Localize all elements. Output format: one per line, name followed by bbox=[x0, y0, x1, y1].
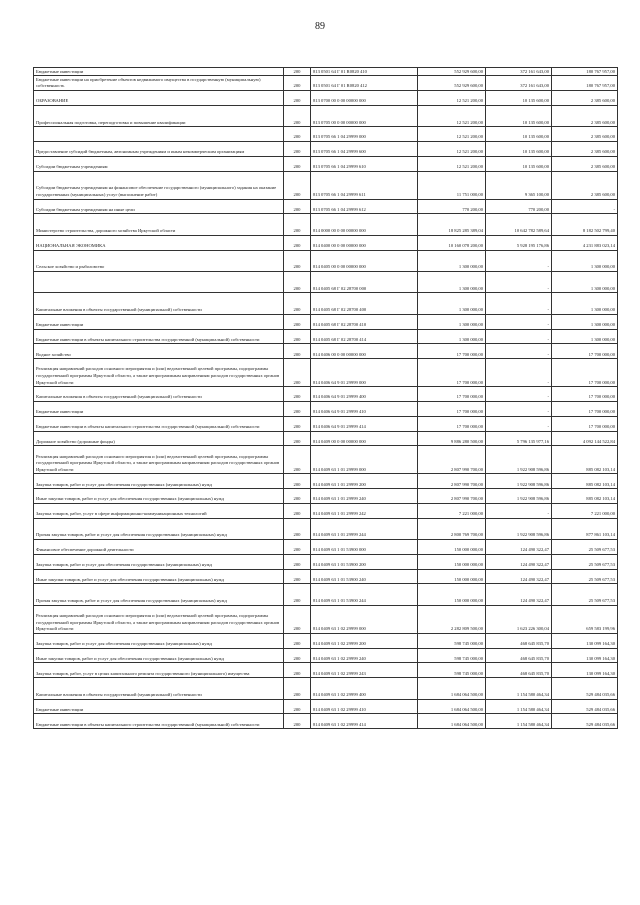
row-name-cell: Бюджетные инвестиции bbox=[34, 68, 284, 76]
row-name-cell: Министерство строительства, дорожного хозяйства Иркутской области bbox=[34, 214, 284, 235]
row-group-cell: 200 bbox=[284, 199, 311, 214]
row-executed-cell: - bbox=[486, 293, 552, 314]
row-group-cell: 200 bbox=[284, 503, 311, 518]
row-remaining-cell: 130 099 164,30 bbox=[552, 663, 618, 678]
row-code-cell: 814 0409 63 1 02 29999 240 bbox=[311, 648, 418, 663]
row-code-cell: 814 0409 63 1 01 29999 200 bbox=[311, 474, 418, 489]
row-executed-cell: 1 922 908 596,86 bbox=[486, 474, 552, 489]
row-approved-cell: 2 807 990 700,00 bbox=[418, 474, 486, 489]
row-approved-cell: 598 745 000,00 bbox=[418, 648, 486, 663]
row-code-cell: 814 0000 00 0 00 00000 000 bbox=[311, 214, 418, 235]
row-remaining-cell: - bbox=[552, 199, 618, 214]
row-approved-cell: 18 825 285 389,04 bbox=[418, 214, 486, 235]
row-group-cell: 200 bbox=[284, 141, 311, 156]
row-approved-cell: 1 684 064 500,00 bbox=[418, 678, 486, 699]
row-executed-cell: 124 490 322,47 bbox=[486, 554, 552, 569]
row-group-cell: 200 bbox=[284, 314, 311, 329]
row-group-cell: 200 bbox=[284, 293, 311, 314]
row-executed-cell: 1 922 908 596,86 bbox=[486, 446, 552, 474]
row-remaining-cell: 8 182 502 799,40 bbox=[552, 214, 618, 235]
row-name-cell: Иные закупки товаров, работ и услуг для обеспечения государственных (муниципальных) нужд bbox=[34, 648, 284, 663]
row-code-cell: 814 0409 63 1 01 29999 000 bbox=[311, 446, 418, 474]
row-executed-cell: 124 490 322,47 bbox=[486, 540, 552, 555]
row-name-cell: ОБРАЗОВАНИЕ bbox=[34, 90, 284, 105]
row-remaining-cell: 529 484 035,66 bbox=[552, 714, 618, 729]
row-remaining-cell: 1 300 000,00 bbox=[552, 250, 618, 271]
row-approved-cell: 150 000 000,00 bbox=[418, 584, 486, 605]
row-group-cell: 200 bbox=[284, 540, 311, 555]
row-code-cell: 814 0409 63 1 02 29999 000 bbox=[311, 605, 418, 633]
table-row bbox=[34, 344, 618, 359]
row-remaining-cell: 17 700 000,00 bbox=[552, 359, 618, 387]
table-row bbox=[34, 127, 618, 142]
row-remaining-cell: 659 583 199,96 bbox=[552, 605, 618, 633]
row-code-cell: 813 0705 66 1 04 29999 000 bbox=[311, 127, 418, 142]
row-name-cell bbox=[34, 271, 284, 292]
row-code-cell: 813 0700 00 0 00 00000 000 bbox=[311, 90, 418, 105]
row-executed-cell: - bbox=[486, 416, 552, 431]
row-code-cell: 813 0705 66 1 04 29999 611 bbox=[311, 171, 418, 199]
row-group-cell: 200 bbox=[284, 105, 311, 126]
row-approved-cell: 12 521 200,00 bbox=[418, 141, 486, 156]
row-group-cell: 200 bbox=[284, 554, 311, 569]
row-remaining-cell: 1 300 000,00 bbox=[552, 329, 618, 344]
row-approved-cell: 150 000 000,00 bbox=[418, 569, 486, 584]
row-approved-cell: 12 521 200,00 bbox=[418, 90, 486, 105]
row-approved-cell: 17 700 000,00 bbox=[418, 344, 486, 359]
row-executed-cell: - bbox=[486, 329, 552, 344]
row-approved-cell: 598 745 000,00 bbox=[418, 633, 486, 648]
table-row bbox=[34, 199, 618, 214]
row-group-cell: 200 bbox=[284, 171, 311, 199]
row-remaining-cell: 130 099 164,30 bbox=[552, 633, 618, 648]
row-code-cell: 813 0705 66 1 04 29999 610 bbox=[311, 156, 418, 171]
row-name-cell: Бюджетные инвестиции bbox=[34, 314, 284, 329]
row-group-cell: 200 bbox=[284, 271, 311, 292]
row-approved-cell: 2 807 990 700,00 bbox=[418, 446, 486, 474]
row-group-cell: 200 bbox=[284, 68, 311, 76]
table-row bbox=[34, 605, 618, 633]
row-code-cell: 813 0501 64 Г 01 R0820 412 bbox=[311, 76, 418, 91]
row-approved-cell: 1 684 064 500,00 bbox=[418, 699, 486, 714]
row-remaining-cell: 4 231 883 023,14 bbox=[552, 235, 618, 250]
row-executed-cell: 372 161 643,00 bbox=[486, 76, 552, 91]
table-row bbox=[34, 105, 618, 126]
row-executed-cell: - bbox=[486, 250, 552, 271]
row-name-cell: Предоставление субсидий бюджетным, автономным учреждениям и иным некоммерческим организациям bbox=[34, 141, 284, 156]
row-code-cell: 814 0409 63 1 01 53900 244 bbox=[311, 584, 418, 605]
table-row bbox=[34, 569, 618, 584]
row-name-cell: Сельское хозяйство и рыболовство bbox=[34, 250, 284, 271]
table-row bbox=[34, 503, 618, 518]
table-row bbox=[34, 293, 618, 314]
row-group-cell: 200 bbox=[284, 678, 311, 699]
row-group-cell: 200 bbox=[284, 344, 311, 359]
table-row bbox=[34, 401, 618, 416]
table-row bbox=[34, 663, 618, 678]
row-group-cell: 200 bbox=[284, 127, 311, 142]
row-executed-cell: - bbox=[486, 387, 552, 402]
row-name-cell: Закупка товаров, работ, услуг в целях капитального ремонта государственного (муниципального) имущества bbox=[34, 663, 284, 678]
row-remaining-cell: 180 767 957,00 bbox=[552, 68, 618, 76]
table-row bbox=[34, 648, 618, 663]
row-group-cell: 200 bbox=[284, 489, 311, 504]
row-group-cell: 200 bbox=[284, 605, 311, 633]
row-approved-cell: 12 521 200,00 bbox=[418, 105, 486, 126]
table-row bbox=[34, 250, 618, 271]
row-name-cell: Закупка товаров, работ, услуг в сфере информационно-коммуникационных технологий bbox=[34, 503, 284, 518]
row-name-cell: Капитальные вложения в объекты государственной (муниципальной) собственности bbox=[34, 678, 284, 699]
row-approved-cell: 150 000 000,00 bbox=[418, 554, 486, 569]
row-group-cell: 200 bbox=[284, 329, 311, 344]
row-code-cell: 814 0406 64 9 01 29999 414 bbox=[311, 416, 418, 431]
row-name-cell: НАЦИОНАЛЬНАЯ ЭКОНОМИКА bbox=[34, 235, 284, 250]
row-name-cell: Бюджетные инвестиции в объекты капитального строительства государственной (муниципальной) собственности bbox=[34, 329, 284, 344]
row-group-cell: 200 bbox=[284, 156, 311, 171]
table-row bbox=[34, 329, 618, 344]
row-executed-cell: 124 490 322,47 bbox=[486, 584, 552, 605]
table-row bbox=[34, 474, 618, 489]
row-executed-cell: 10 135 600,00 bbox=[486, 141, 552, 156]
table-row bbox=[34, 540, 618, 555]
row-executed-cell: 1 623 226 300,04 bbox=[486, 605, 552, 633]
row-executed-cell: 9 365 100,00 bbox=[486, 171, 552, 199]
table-row bbox=[34, 714, 618, 729]
row-approved-cell: 770 200,00 bbox=[418, 199, 486, 214]
row-code-cell: 814 0409 63 1 01 53900 000 bbox=[311, 540, 418, 555]
row-remaining-cell: 17 700 000,00 bbox=[552, 344, 618, 359]
row-name-cell: Субсидии бюджетным учреждениям на иные цели bbox=[34, 199, 284, 214]
row-approved-cell: 598 745 000,00 bbox=[418, 663, 486, 678]
row-group-cell: 200 bbox=[284, 250, 311, 271]
budget-table bbox=[33, 67, 618, 729]
row-name-cell: Реализация направлений расходов основного мероприятия и (или) ведомственной целевой программы, подпрограммы государственной программы Иркутской области, а также непрограммным направлениям расходов государственных органов Иркутской области bbox=[34, 446, 284, 474]
table-row bbox=[34, 678, 618, 699]
table-row bbox=[34, 68, 618, 76]
table-row bbox=[34, 235, 618, 250]
row-remaining-cell: 17 700 000,00 bbox=[552, 387, 618, 402]
table-row bbox=[34, 90, 618, 105]
table-row bbox=[34, 416, 618, 431]
row-code-cell: 814 0409 63 1 01 29999 242 bbox=[311, 503, 418, 518]
table-row bbox=[34, 271, 618, 292]
row-name-cell: Финансовое обеспечение дорожной деятельности bbox=[34, 540, 284, 555]
row-group-cell: 200 bbox=[284, 90, 311, 105]
row-name-cell: Профессиональная подготовка, переподготовка и повышение квалификации bbox=[34, 105, 284, 126]
row-name-cell: Капитальные вложения в объекты государственной (муниципальной) собственности bbox=[34, 293, 284, 314]
row-code-cell: 814 0405 68 Г 02 28700 400 bbox=[311, 293, 418, 314]
row-executed-cell: 10 135 600,00 bbox=[486, 105, 552, 126]
row-group-cell: 200 bbox=[284, 648, 311, 663]
row-code-cell: 814 0406 00 0 00 00000 000 bbox=[311, 344, 418, 359]
row-group-cell: 200 bbox=[284, 518, 311, 539]
row-group-cell: 200 bbox=[284, 569, 311, 584]
row-name-cell: Закупка товаров, работ и услуг для обеспечения государственных (муниципальных) нужд bbox=[34, 633, 284, 648]
row-executed-cell: 1 154 580 464,34 bbox=[486, 699, 552, 714]
row-name-cell: Иные закупки товаров, работ и услуг для обеспечения государственных (муниципальных) нужд bbox=[34, 489, 284, 504]
row-remaining-cell: 1 300 000,00 bbox=[552, 314, 618, 329]
row-name-cell: Водное хозяйство bbox=[34, 344, 284, 359]
row-approved-cell: 2 800 769 700,00 bbox=[418, 518, 486, 539]
row-code-cell: 814 0405 68 Г 02 28700 410 bbox=[311, 314, 418, 329]
row-executed-cell: 10 135 600,00 bbox=[486, 156, 552, 171]
row-executed-cell: - bbox=[486, 314, 552, 329]
row-remaining-cell: 2 385 600,00 bbox=[552, 90, 618, 105]
row-name-cell: Бюджетные инвестиции в объекты капитального строительства государственной (муниципальной) собственности bbox=[34, 714, 284, 729]
row-remaining-cell: 4 092 144 522,84 bbox=[552, 431, 618, 446]
row-name-cell: Бюджетные инвестиции bbox=[34, 699, 284, 714]
row-remaining-cell: 885 082 103,14 bbox=[552, 446, 618, 474]
row-code-cell: 814 0409 63 1 01 53900 240 bbox=[311, 569, 418, 584]
row-executed-cell: 1 922 908 596,86 bbox=[486, 518, 552, 539]
row-name-cell: Субсидии бюджетным учреждениям на финансовое обеспечение государственного (муниципального) задания на оказание государственных (муниципальных) услуг (выполнение работ) bbox=[34, 171, 284, 199]
row-approved-cell: 9 886 280 500,00 bbox=[418, 431, 486, 446]
row-approved-cell: 2 282 809 500,00 bbox=[418, 605, 486, 633]
row-remaining-cell: 25 509 677,53 bbox=[552, 584, 618, 605]
row-code-cell: 814 0405 00 0 00 00000 000 bbox=[311, 250, 418, 271]
row-name-cell: Капитальные вложения в объекты государственной (муниципальной) собственности bbox=[34, 387, 284, 402]
table-row bbox=[34, 554, 618, 569]
table-row bbox=[34, 584, 618, 605]
row-executed-cell: - bbox=[486, 401, 552, 416]
row-remaining-cell: 1 300 000,00 bbox=[552, 271, 618, 292]
row-approved-cell: 1 300 000,00 bbox=[418, 314, 486, 329]
row-group-cell: 200 bbox=[284, 633, 311, 648]
row-name-cell bbox=[34, 127, 284, 142]
row-executed-cell: 770 200,00 bbox=[486, 199, 552, 214]
row-remaining-cell: 2 385 600,00 bbox=[552, 127, 618, 142]
row-approved-cell: 1 300 000,00 bbox=[418, 329, 486, 344]
row-executed-cell: 124 490 322,47 bbox=[486, 569, 552, 584]
table-row bbox=[34, 699, 618, 714]
row-executed-cell: 5 796 135 977,16 bbox=[486, 431, 552, 446]
row-name-cell: Прочая закупка товаров, работ и услуг для обеспечения государственных (муниципальных) нужд bbox=[34, 518, 284, 539]
row-remaining-cell: 25 509 677,53 bbox=[552, 540, 618, 555]
row-remaining-cell: 17 700 000,00 bbox=[552, 416, 618, 431]
row-name-cell: Реализация направлений расходов основного мероприятия и (или) ведомственной целевой программы, подпрограммы государственной программы Иркутской области, а также непрограммным направлениям расходов государственных органов Иркутской области bbox=[34, 605, 284, 633]
row-executed-cell: 1 922 908 596,86 bbox=[486, 489, 552, 504]
row-group-cell: 200 bbox=[284, 584, 311, 605]
row-remaining-cell: 25 509 677,53 bbox=[552, 569, 618, 584]
row-remaining-cell: 529 484 035,66 bbox=[552, 678, 618, 699]
row-name-cell: Субсидии бюджетным учреждениям bbox=[34, 156, 284, 171]
row-executed-cell: - bbox=[486, 344, 552, 359]
row-approved-cell: 1 684 064 500,00 bbox=[418, 714, 486, 729]
table-row bbox=[34, 359, 618, 387]
row-approved-cell: 10 160 078 200,00 bbox=[418, 235, 486, 250]
row-group-cell: 200 bbox=[284, 416, 311, 431]
row-group-cell: 200 bbox=[284, 714, 311, 729]
row-remaining-cell: 2 385 600,00 bbox=[552, 141, 618, 156]
row-code-cell: 814 0409 63 1 01 29999 240 bbox=[311, 489, 418, 504]
row-remaining-cell: 877 861 103,14 bbox=[552, 518, 618, 539]
row-group-cell: 200 bbox=[284, 663, 311, 678]
row-group-cell: 200 bbox=[284, 387, 311, 402]
row-group-cell: 200 bbox=[284, 446, 311, 474]
row-code-cell: 813 0705 00 0 00 00000 000 bbox=[311, 105, 418, 126]
row-group-cell: 200 bbox=[284, 699, 311, 714]
row-remaining-cell: 130 099 164,30 bbox=[552, 648, 618, 663]
row-group-cell: 200 bbox=[284, 235, 311, 250]
row-name-cell: Закупка товаров, работ и услуг для обеспечения государственных (муниципальных) нужд bbox=[34, 474, 284, 489]
row-group-cell: 200 bbox=[284, 401, 311, 416]
row-code-cell: 814 0406 64 9 01 29999 410 bbox=[311, 401, 418, 416]
row-name-cell: Закупка товаров, работ и услуг для обеспечения государственных (муниципальных) нужд bbox=[34, 554, 284, 569]
row-remaining-cell: 2 385 600,00 bbox=[552, 171, 618, 199]
table-row bbox=[34, 76, 618, 91]
row-code-cell: 814 0406 64 9 01 29999 000 bbox=[311, 359, 418, 387]
row-group-cell: 200 bbox=[284, 359, 311, 387]
row-code-cell: 813 0705 66 1 04 29999 600 bbox=[311, 141, 418, 156]
table-row bbox=[34, 633, 618, 648]
row-name-cell: Бюджетные инвестиции на приобретение объектов недвижимого имущества в государственную (муниципальную) собственность bbox=[34, 76, 284, 91]
table-row bbox=[34, 141, 618, 156]
row-executed-cell: 372 161 643,00 bbox=[486, 68, 552, 76]
row-approved-cell: 17 700 000,00 bbox=[418, 387, 486, 402]
row-remaining-cell: 17 700 000,00 bbox=[552, 401, 618, 416]
row-remaining-cell: 2 385 600,00 bbox=[552, 156, 618, 171]
table-row bbox=[34, 171, 618, 199]
row-approved-cell: 552 929 600,00 bbox=[418, 68, 486, 76]
row-name-cell: Иные закупки товаров, работ и услуг для обеспечения государственных (муниципальных) нужд bbox=[34, 569, 284, 584]
row-approved-cell: 17 700 000,00 bbox=[418, 416, 486, 431]
row-group-cell: 200 bbox=[284, 214, 311, 235]
table-row bbox=[34, 156, 618, 171]
row-executed-cell: - bbox=[486, 503, 552, 518]
row-executed-cell: 468 645 835,70 bbox=[486, 648, 552, 663]
row-approved-cell: 2 807 990 700,00 bbox=[418, 489, 486, 504]
row-approved-cell: 1 300 000,00 bbox=[418, 271, 486, 292]
row-approved-cell: 1 300 000,00 bbox=[418, 293, 486, 314]
row-name-cell: Дорожное хозяйство (дорожные фонды) bbox=[34, 431, 284, 446]
row-code-cell: 814 0409 63 1 01 53900 200 bbox=[311, 554, 418, 569]
table-row bbox=[34, 446, 618, 474]
row-code-cell: 813 0705 66 1 04 29999 612 bbox=[311, 199, 418, 214]
row-code-cell: 814 0409 63 1 02 29999 243 bbox=[311, 663, 418, 678]
row-code-cell: 814 0406 64 9 01 29999 400 bbox=[311, 387, 418, 402]
row-name-cell: Бюджетные инвестиции в объекты капитального строительства государственной (муниципальной) собственности bbox=[34, 416, 284, 431]
row-name-cell: Реализация направлений расходов основного мероприятия и (или) ведомственной целевой программы, подпрограммы государственной программы Иркутской области, а также непрограммным направлениям расходов государственных органов Иркутской области bbox=[34, 359, 284, 387]
row-approved-cell: 17 700 000,00 bbox=[418, 401, 486, 416]
budget-table-body bbox=[34, 68, 618, 729]
table-row bbox=[34, 431, 618, 446]
row-executed-cell: 10 642 782 589,64 bbox=[486, 214, 552, 235]
row-executed-cell: - bbox=[486, 271, 552, 292]
table-row bbox=[34, 489, 618, 504]
row-code-cell: 814 0409 63 1 01 29999 244 bbox=[311, 518, 418, 539]
row-remaining-cell: 7 221 000,00 bbox=[552, 503, 618, 518]
row-approved-cell: 1 300 000,00 bbox=[418, 250, 486, 271]
row-approved-cell: 12 521 200,00 bbox=[418, 127, 486, 142]
table-row bbox=[34, 214, 618, 235]
row-name-cell: Прочая закупка товаров, работ и услуг для обеспечения государственных (муниципальных) нужд bbox=[34, 584, 284, 605]
row-group-cell: 200 bbox=[284, 431, 311, 446]
row-remaining-cell: 180 767 957,00 bbox=[552, 76, 618, 91]
row-executed-cell: - bbox=[486, 359, 552, 387]
table-row bbox=[34, 314, 618, 329]
row-approved-cell: 150 000 000,00 bbox=[418, 540, 486, 555]
row-group-cell: 200 bbox=[284, 474, 311, 489]
table-row bbox=[34, 518, 618, 539]
row-executed-cell: 10 135 600,00 bbox=[486, 127, 552, 142]
row-code-cell: 814 0400 00 0 00 00000 000 bbox=[311, 235, 418, 250]
row-approved-cell: 12 521 200,00 bbox=[418, 156, 486, 171]
row-code-cell: 813 0501 64 Г 01 R0820 410 bbox=[311, 68, 418, 76]
row-executed-cell: 468 645 835,70 bbox=[486, 663, 552, 678]
row-code-cell: 814 0409 63 1 02 29999 200 bbox=[311, 633, 418, 648]
row-code-cell: 814 0409 63 1 02 29999 414 bbox=[311, 714, 418, 729]
row-code-cell: 814 0409 63 1 02 29999 400 bbox=[311, 678, 418, 699]
table-row bbox=[34, 387, 618, 402]
row-approved-cell: 11 751 000,00 bbox=[418, 171, 486, 199]
page-number: 89 bbox=[315, 21, 325, 32]
row-executed-cell: 1 154 580 464,34 bbox=[486, 678, 552, 699]
row-group-cell: 200 bbox=[284, 76, 311, 91]
row-code-cell: 814 0409 63 1 02 29999 410 bbox=[311, 699, 418, 714]
row-remaining-cell: 1 300 000,00 bbox=[552, 293, 618, 314]
row-remaining-cell: 885 082 103,14 bbox=[552, 474, 618, 489]
row-approved-cell: 7 221 000,00 bbox=[418, 503, 486, 518]
row-executed-cell: 5 928 195 176,86 bbox=[486, 235, 552, 250]
row-executed-cell: 468 645 835,70 bbox=[486, 633, 552, 648]
row-code-cell: 814 0405 68 Г 02 28700 000 bbox=[311, 271, 418, 292]
row-remaining-cell: 25 509 677,53 bbox=[552, 554, 618, 569]
row-remaining-cell: 2 385 600,00 bbox=[552, 105, 618, 126]
row-approved-cell: 17 700 000,00 bbox=[418, 359, 486, 387]
row-code-cell: 814 0405 68 Г 02 28700 414 bbox=[311, 329, 418, 344]
row-approved-cell: 552 929 600,00 bbox=[418, 76, 486, 91]
row-remaining-cell: 529 484 035,66 bbox=[552, 699, 618, 714]
row-code-cell: 814 0409 00 0 00 00000 000 bbox=[311, 431, 418, 446]
row-executed-cell: 10 135 600,00 bbox=[486, 90, 552, 105]
row-remaining-cell: 885 082 103,14 bbox=[552, 489, 618, 504]
row-executed-cell: 1 154 580 464,34 bbox=[486, 714, 552, 729]
row-name-cell: Бюджетные инвестиции bbox=[34, 401, 284, 416]
